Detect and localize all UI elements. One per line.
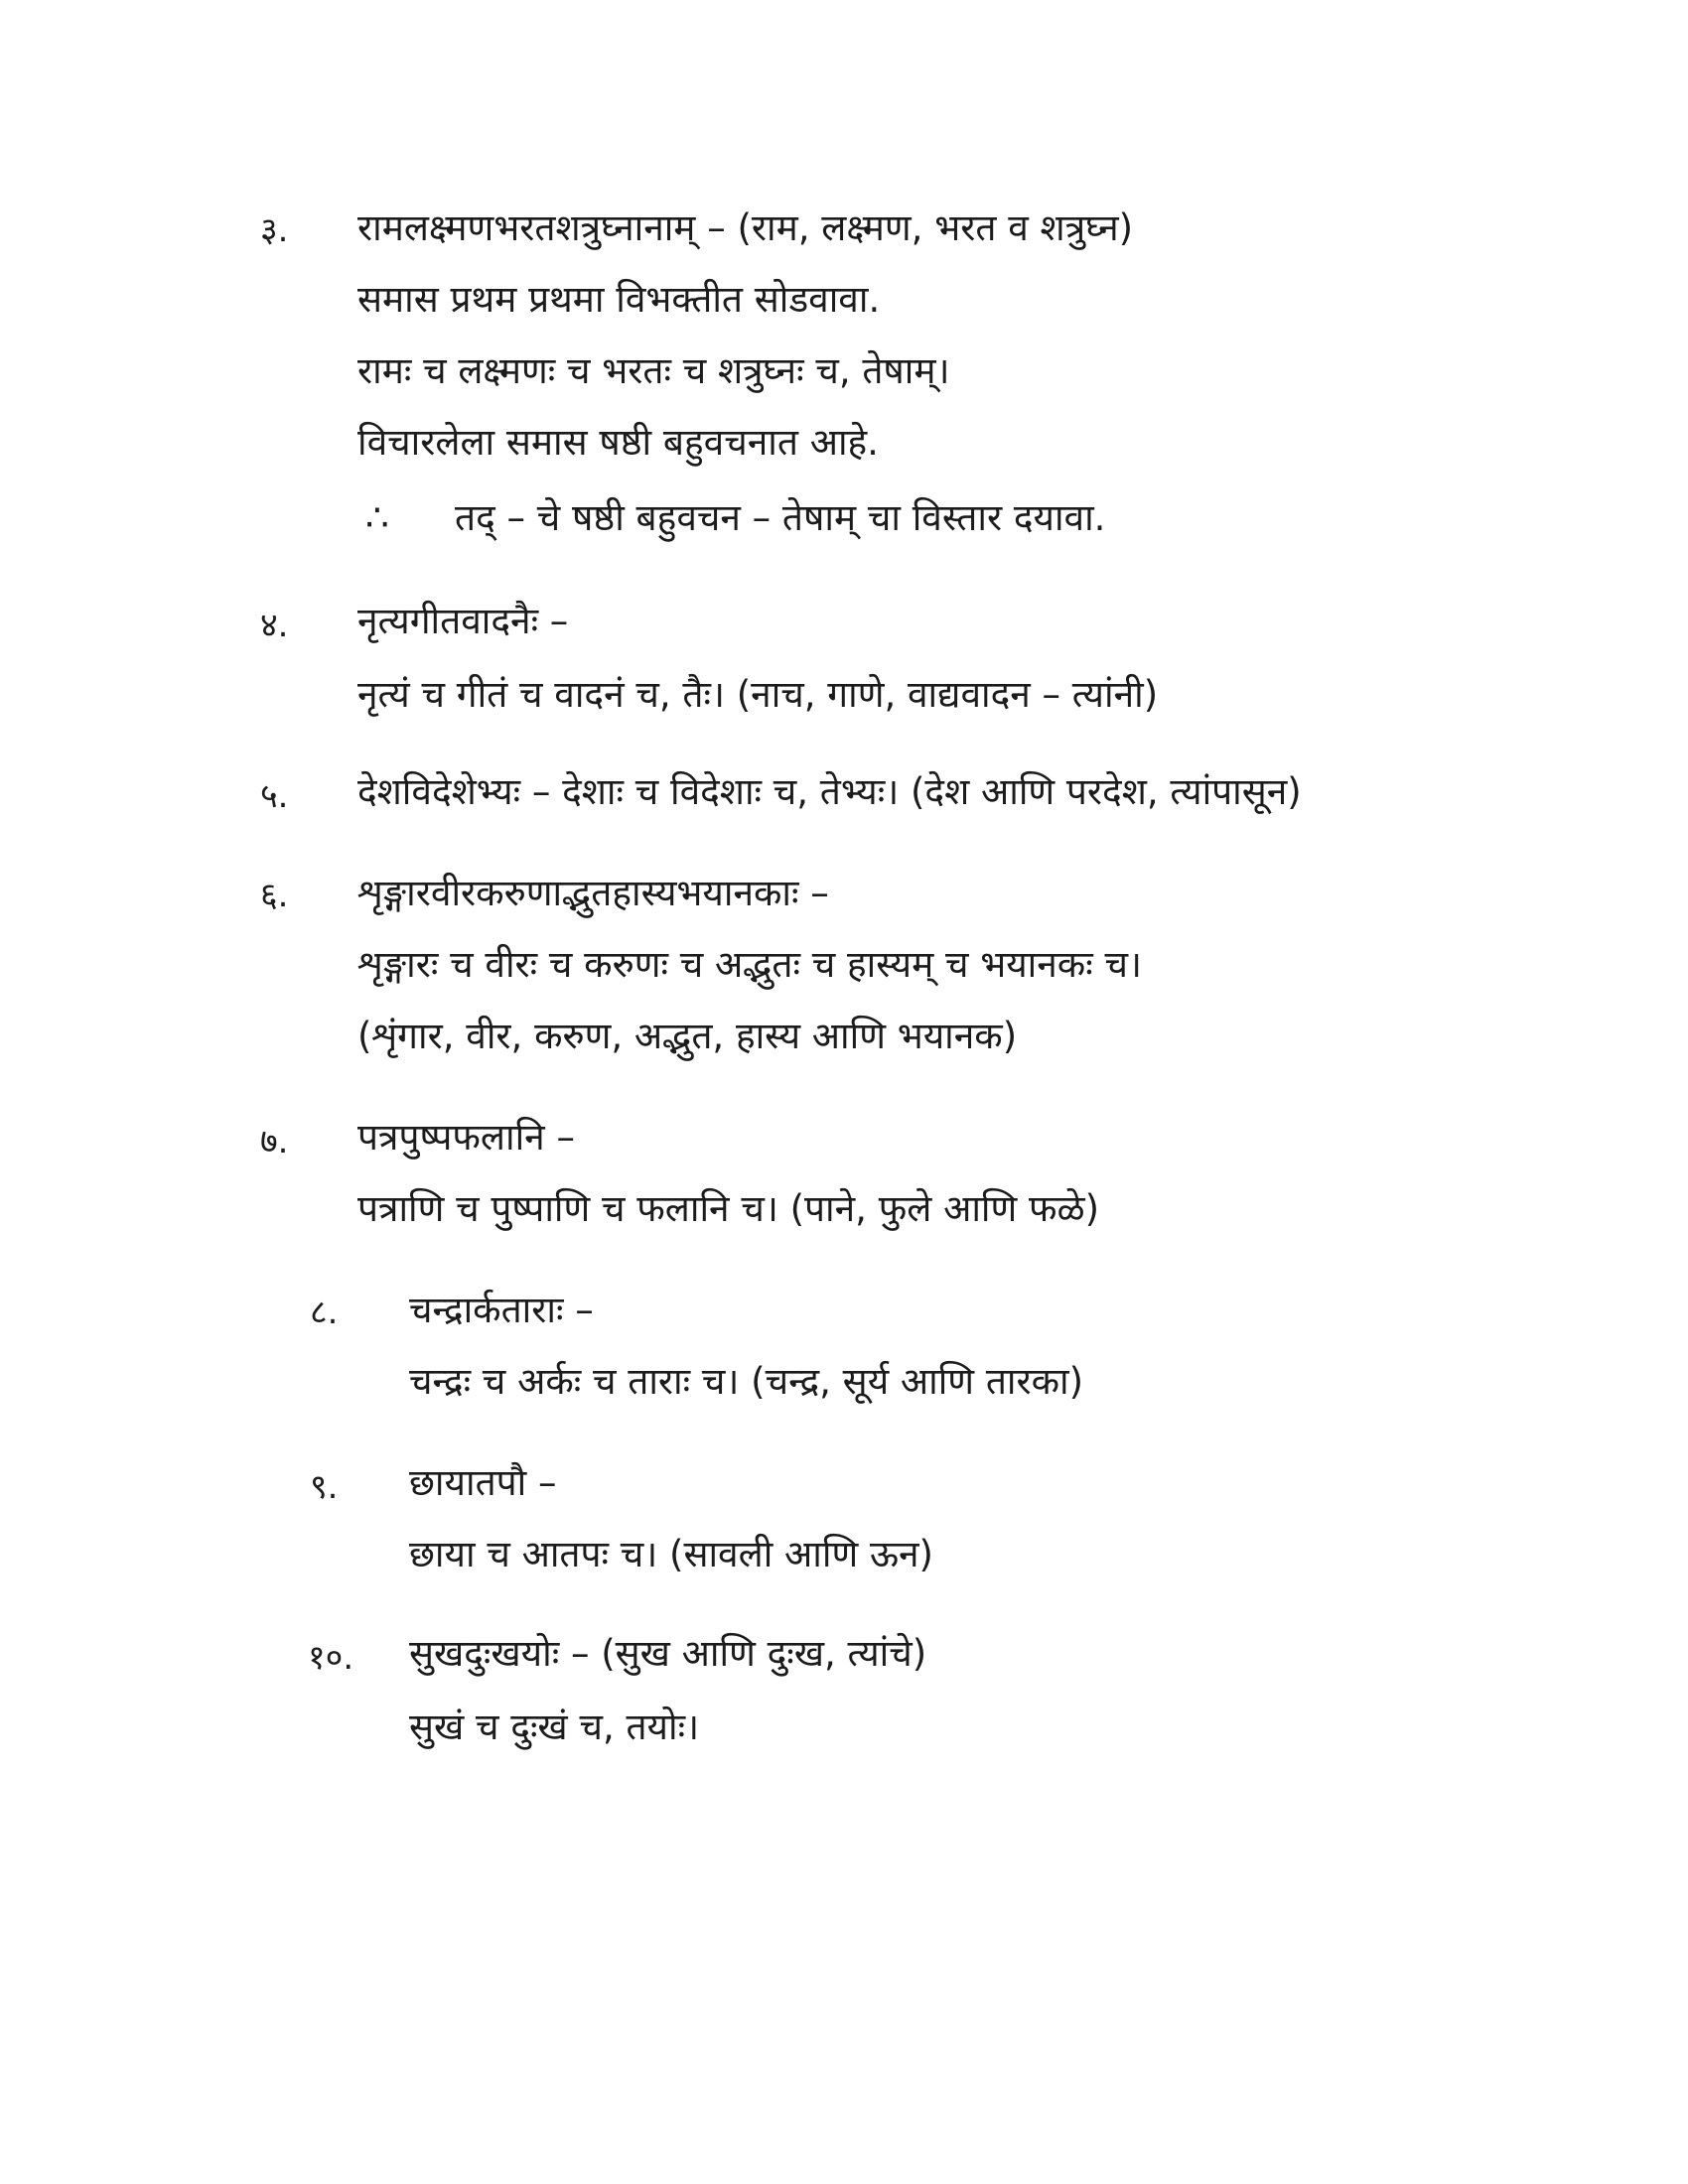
therefore-text: तद् – चे षष्ठी बहुवचन – तेषाम् चा विस्तार दयावा. [455,496,1106,539]
item-line: छाया च आतपः च। (सावली आणि ऊन) [409,1533,933,1575]
item-line: (शृंगार, वीर, करुण, अद्भुत, हास्य आणि भयानक) [357,1015,1018,1057]
item-number: ६. [260,876,289,915]
item-number: ७. [260,1122,289,1161]
item-line: विचारलेला समास षष्ठी बहुवचनात आहे. [357,421,879,464]
item-line: सुखं च दुःखं च, तयोः। [409,1706,700,1748]
item-number: ९. [310,1467,339,1507]
item-number: ५. [260,776,289,816]
item-line: छायातपौ – [409,1461,557,1504]
item-number: १०. [308,1638,354,1678]
item-line: रामलक्ष्मणभरतशत्रुघ्नानाम् – (राम, लक्ष्मण, भरत व शत्रुघ्न) [357,206,1134,249]
item-line: शृङ्गारवीरकरुणाद्भुतहास्यभयानकाः – [357,872,829,914]
item-line: पत्राणि च पुष्पाणि च फलानि च। (पाने, फुले आणि फळे) [357,1187,1100,1230]
item-line: चन्द्रार्कताराः – [409,1289,594,1331]
item-line: रामः च लक्ष्मणः च भरतः च शत्रुघ्नः च, तेषाम्। [357,349,950,392]
item-number: ३. [260,210,289,250]
item-line: चन्द्रः च अर्कः च ताराः च। (चन्द्र, सूर्य आणि तारका) [409,1360,1084,1403]
item-line: देशविदेशेभ्यः – देशाः च विदेशाः च, तेभ्यः। (देश आणि परदेश, त्यांपासून) [357,770,1302,813]
item-line: नृत्यं च गीतं च वादनं च, तैः। (नाच, गाणे, वाद्यवादन – त्यांनी) [357,673,1159,716]
item-line: शृङ्गारः च वीरः च करुणः च अद्भुतः च हास्यम् च भयानकः च। [357,943,1142,986]
item-line: पत्रपुष्पफलानि – [357,1116,575,1159]
therefore-line [365,498,1105,538]
item-number: ४. [260,606,289,645]
item-line: नृत्यगीतवादनैः – [357,600,569,642]
item-line: समास प्रथम प्रथमा विभक्तीत सोडवावा. [357,278,881,321]
item-number: ८. [310,1293,339,1332]
item-line: सुखदुःखयोः – (सुख आणि दुःख, त्यांचे) [409,1632,927,1675]
therefore-symbol: ∴ [365,496,389,539]
